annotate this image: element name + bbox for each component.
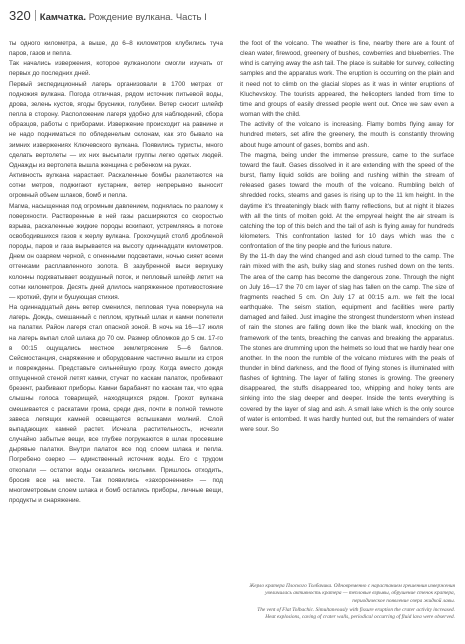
paragraph: The magma, being under the immense pressure, came to the surface toward the fault. Gases dissolved in it are extending with the speed of the burst, flamy liquid solids are boiling and rushing within the stream of released gases toward the mouth of the volcano. Rumbling belch of shredded rocks, steams and gases is rising up to the 11 km height. In the daytime it's threateningly black with flamy reflections, but at night it blazes with all the tints of molten gold. At the empyreal height the air stream is catching the top of this belch and the tail of ash is flying away for hundreds kilometers. This confrontation lasted for 10 days which was the c confrontation of the tiny people and the furious nature. [240, 151, 454, 251]
paragraph: The activity of the volcano is increasing. Flamy bombs flying away for hundred meters, set afire the greenery, the mouth is constantly throwing about huge amount of gases, bombs and ash. [240, 121, 454, 149]
paragraph: На одиннадцатый день ветер сменился, пепловая туча повернула на лагерь. Дождь, смешанный с пеплом, крупный шлак и камни полетели на палатки. Район лагеря стал опасной зоной. В ночь на 16—17 июля на лагерь выпал слой шлака до 70 см. Размер обломков до 5 см. 17-го в 00:15 ощущались местное землетрясение 5—6 баллов. Сейсмостанция, снаряжение и оборудование частично вышли из строя и повреждены. Представьте сильнейшую грозу. Когда вместо дождя отпущенной стеной летят камни, стучат по каскам палаток, пробивают брезент, разбивают приборы. Камни барабанят по каскам так, что едва слышны голоса товарищей, находящихся рядом. Грохот вулкана смешивается с раскатами грома, среди дня, почти в полной темноте завеса лепящих камней освещается вспышками молний. Слой выпадающих камней растет. Исчезла растительность, исчезли случайно забытые вещи, все глубже погружаются в шлак просевшие дырявые палатки. Внутри палаток все под слоем шлака и пепла. Погребено озерко — единственный источник воды. Его с трудом откопали — остатки воды оказались кислыми. Пришлось отходить, бросив все на месте. Так появились «захороненния» — под многометровым слоем шлака и бомб остались приборы, личные вещи, продукты и снаряжение. [9, 304, 223, 505]
russian-text-column [9, 39, 223, 506]
paragraph: ты одного километра, а выше, до 6–8 километров клубились туча паров, газов и пепла. [9, 40, 223, 58]
running-subtitle: Рождение вулкана. Часть I [88, 12, 207, 23]
page-header [9, 7, 459, 25]
photo-caption [248, 583, 455, 623]
caption-english: The vent of Flat Tolbachic. Simultaneously with fissure eruption the crater activity increased. Heat explosions, caving of crater walls, periodical occurring of fluid lava were observed. [257, 606, 455, 621]
paragraph: Так начались извержения, которое вулканологи смогли изучать от первых до последних дней. [9, 60, 223, 78]
running-title: Камчатка. [39, 12, 87, 23]
paragraph: By the 11-th day the wind changed and ash cloud turned to the camp. The rain mixed with the ash, bulky slag and stones rushed down on the tents. The area of the camp has become the dangerous zone. Through the night on July 16—17 the 70 cm layer of slag has fallen on the camp. The size of fragments reached 5 cm. On July 17 at 00:15 a.m. we felt the local earthquake. The seism station, equipment and facilities were partly damaged and failed. Just imagine the strongest thunderstorm when instead of rain the stones are falling down like the blank wall, knocking on the framework of the tents, breaching the canvas and breaking the apparatus. The stones are drumming upon the helmets so loud that we hardly hear one another. In the noon the rumble of the volcano mixtures with the peals of thunder in blind darkness, and the flood of flying stones is illuminated with flashes of lightning. The layer of falling stones is growing. The greenery disappeared, the stuffs disappeared too, whipping and holey tents are sinking into the slag deeper and deeper. Inside the tents everything is covered by the layer of slag and ash. A small lake which is the only source of water is entombed. It was hardly hunted out, but the remainders of water were sour. So [240, 253, 454, 433]
page-number: 320 [9, 8, 31, 23]
paragraph: Активность вулкана нарастает. Раскаленные бомбы разлетаются на сотни метров, поджигают кустарник, ветер непрерывно выносит огромный объем шлаков, бомб и пепла. [9, 172, 223, 200]
header-divider [35, 10, 36, 21]
caption-russian: Жерло кратера Плоского Толбачика. Одновременно с нарастанием грешенния извержения увеличилась активность кратера — тепловые взрывы, обрушение стенок кратера, периодическое появление озера жидкой лавы. [249, 583, 455, 604]
paragraph: Магма, насыщенная под огромным давлением, поднялась по разлому к поверхности. Растворенные в ней газы расширяются со скоростью взрыва, раскаленные жидкие породы вскипают, устремляясь в потоке освободившихся газов к жерлу вулкана. Грохочущий столб дробленой породы, паров и газа вырывается на высоту одиннадцати километров. Днем он озаряем черной, с огненными подсветами, ночью сияет всеми оттенками расплавленного золота. В зазубренной выси верхушку колонны подхватывает воздушный поток, и пепловый шлейф летит на сотни километров. Десять дней длилось напряженное противостояние — кроткий, фуги и бушующая стихия. [9, 202, 223, 301]
paragraph: the foot of the volcano. The weather is fine, nearby there are a fount of clean water, firewood, greenery of bushes, cowberries and blueberries. The wind is carrying away the ash tail. The place is suitable for survey, collecting samples and the apparatus work. The eruption is occurring on the plain and it need not to climb on the glacial slopes as it was in winter eruptions of Kluchevskoy. The tourists appeared, the helicopters landed from time to time and groups of easily dressed people went out. Once we saw even a woman with the child. [240, 40, 454, 119]
english-text-column [240, 39, 454, 435]
paragraph: Первый экспедиционный лагерь организовали в 1700 метрах от подножия вулкана. Погода отличная, рядом источник питьевой воды, дрова, зелень кустов, ягоды брусники, голубики. Ветер сносит шлейф пепла в сторону. Расположение лагеря удобно для наблюдений, сбора образцов, работы с приборами. Извержение происходит на равнине и не надо подниматься по обледенелым склонам, как это бывало на зимних извержениях Ключевского вулкана. Появились туристы, много сделать вертолеты — их них высыпали группы легко одетых людей. Однажды из вертолета вышла женщина с ребенком на руках. [9, 80, 223, 169]
